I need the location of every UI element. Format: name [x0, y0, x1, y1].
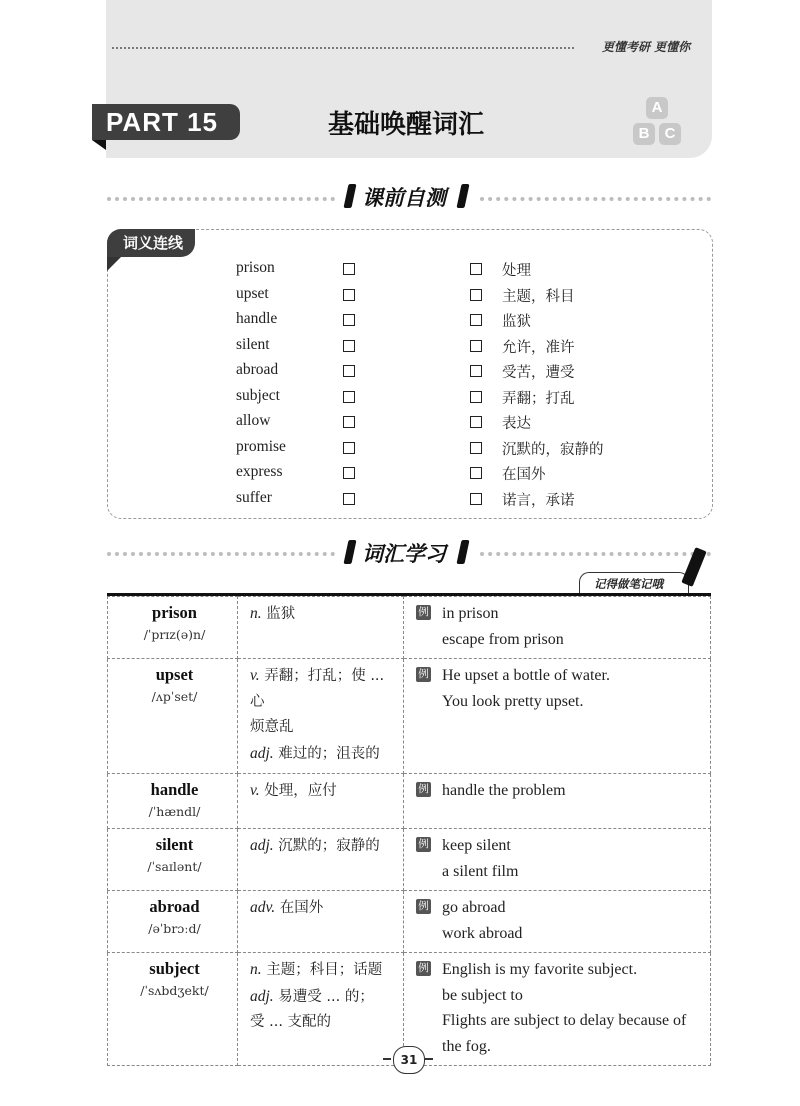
matching-row [0, 285, 800, 309]
vocab-word: handle [150, 780, 199, 799]
part-label: PART 15 [106, 107, 218, 137]
examples [416, 833, 702, 884]
meaning-line [250, 895, 395, 922]
example-sentence: You look pretty upset. [442, 692, 584, 710]
page-number-wing-right [425, 1058, 433, 1060]
example-marker-icon: 例 [416, 667, 431, 682]
section2-rule-left [107, 552, 335, 556]
match-checkbox-right[interactable] [470, 340, 482, 352]
example-marker-icon: 例 [416, 837, 431, 852]
vocab-word: prison [152, 603, 197, 622]
example-sentence: handle the problem [442, 782, 566, 799]
match-checkbox-left[interactable] [343, 289, 355, 301]
example-cell [404, 774, 711, 829]
section2-bar-left [343, 540, 356, 564]
phonetic: /ˈprɪz(ə)n/ [143, 627, 206, 642]
match-checkbox-right[interactable] [470, 289, 482, 301]
example-cell [404, 953, 711, 1066]
word-cell [108, 659, 238, 774]
part-of-speech: adj. [250, 987, 274, 1005]
match-checkbox-right[interactable] [470, 391, 482, 403]
part-label-tab [92, 104, 240, 140]
meaning-text: 难过的；沮丧的 [278, 745, 380, 762]
match-word: suffer [236, 488, 272, 506]
example-sentence: go abroad [442, 899, 506, 916]
example-sentence: He upset a bottle of water. [442, 667, 610, 684]
meaning-cell [238, 597, 404, 659]
example-sentence: in prison [442, 605, 499, 622]
note-reminder-label: 记得做笔记哦 [594, 577, 663, 591]
page-title: 基础唤醒词汇 [328, 110, 485, 140]
page-number-wing-left [383, 1058, 391, 1060]
match-meaning: 表达 [502, 416, 531, 432]
match-word: prison [236, 259, 275, 276]
meaning-line [250, 957, 395, 984]
example-sentence: be subject to [442, 986, 523, 1004]
vocabulary-table [107, 596, 711, 1066]
matching-row [0, 361, 800, 385]
match-checkbox-right[interactable] [470, 442, 482, 454]
match-word: handle [236, 310, 278, 327]
pretest-section-title: 课前自测 [362, 186, 446, 210]
match-checkbox-left[interactable] [343, 416, 355, 428]
meaning-line [250, 741, 395, 768]
vocab-word: abroad [149, 897, 200, 916]
match-meaning: 沉默的，寂静的 [502, 441, 604, 458]
part-of-speech: adj. [250, 837, 274, 854]
meaning-text: 易遭受 ... 的； [278, 988, 374, 1005]
meaning-cell [238, 891, 404, 953]
abc-block-a-icon: A [646, 97, 668, 119]
vocab-row [108, 829, 711, 891]
match-meaning: 弄翻；打乱 [502, 390, 575, 407]
vocab-row [108, 597, 711, 659]
match-meaning: 受苦，遭受 [502, 365, 575, 381]
match-word: abroad [236, 361, 279, 378]
example-marker-icon: 例 [416, 782, 431, 797]
examples [416, 601, 702, 652]
matching-tab [107, 229, 195, 257]
matching-row [0, 412, 800, 436]
meaning-text: 弄翻；打乱；使 ... 心 [250, 668, 385, 710]
match-meaning: 在国外 [502, 467, 546, 483]
vocab-row [108, 659, 711, 774]
vocab-word: silent [155, 835, 194, 854]
example-sentence: English is my favorite subject. [442, 961, 638, 978]
match-word: allow [236, 412, 271, 429]
part-of-speech: n. [250, 961, 262, 978]
matching-tab-label: 词义连线 [123, 234, 184, 252]
section-bar-right [456, 184, 469, 208]
examples [416, 895, 702, 946]
match-checkbox-right[interactable] [470, 467, 482, 479]
example-marker-icon: 例 [416, 899, 431, 914]
match-checkbox-left[interactable] [343, 391, 355, 403]
meaning-text: 烦意乱 [250, 719, 294, 735]
note-reminder-tab [579, 572, 689, 595]
abc-block-b-icon: B [633, 123, 655, 145]
page-number: 31 [393, 1046, 425, 1074]
example-cell [404, 659, 711, 774]
meaning-cell [238, 953, 404, 1066]
match-checkbox-left[interactable] [343, 493, 355, 505]
meaning-cell [238, 829, 404, 891]
part-of-speech: adv. [250, 899, 276, 916]
meaning-text: 受 ... 支配的 [250, 1014, 332, 1030]
match-checkbox-right[interactable] [470, 263, 482, 275]
matching-row [0, 489, 800, 513]
matching-row [0, 463, 800, 487]
tagline: 更懂考研 更懂你 [602, 40, 691, 54]
word-cell [108, 953, 238, 1066]
meaning-text: 沉默的；寂静的 [278, 838, 380, 854]
meaning-line [250, 663, 395, 715]
match-meaning: 处理 [502, 263, 531, 279]
meaning-text: 主题；科目；话题 [266, 962, 383, 978]
section-bar-left [343, 184, 356, 208]
phonetic: /ˈsaɪlənt/ [147, 859, 202, 874]
part-of-speech: n. [250, 605, 262, 622]
match-word: silent [236, 335, 270, 353]
meaning-line [250, 778, 395, 805]
example-sentence: Flights are subject to delay because of the fog. [442, 1012, 687, 1055]
matching-row [0, 336, 800, 360]
examples [416, 957, 702, 1059]
match-checkbox-left[interactable] [343, 263, 355, 275]
matching-row [0, 259, 800, 283]
match-checkbox-right[interactable] [470, 314, 482, 326]
vocab-row [108, 891, 711, 953]
match-checkbox-left[interactable] [343, 340, 355, 352]
match-meaning: 主题，科目 [502, 288, 575, 305]
study-section-title: 词汇学习 [362, 542, 446, 566]
meaning-text: 处理，应付 [264, 783, 337, 799]
part-of-speech: v. [250, 667, 260, 684]
meaning-cell [238, 774, 404, 829]
match-meaning: 监狱 [502, 314, 531, 330]
match-meaning: 诺言，承诺 [502, 492, 575, 509]
meaning-text: 在国外 [279, 900, 324, 916]
vocab-word: upset [155, 665, 194, 684]
match-checkbox-left[interactable] [343, 314, 355, 326]
part-of-speech: adj. [250, 744, 274, 762]
match-checkbox-right[interactable] [470, 365, 482, 377]
example-sentence: escape from prison [442, 630, 564, 648]
word-cell [108, 829, 238, 891]
meaning-line [250, 601, 395, 628]
example-marker-icon: 例 [416, 961, 431, 976]
header-dotted-rule [112, 47, 574, 49]
section-rule-left [107, 197, 335, 201]
phonetic: /ˈsʌbdʒekt/ [140, 983, 209, 998]
part-of-speech: v. [250, 782, 260, 799]
phonetic: /ʌpˈset/ [151, 689, 198, 704]
meaning-line [250, 1010, 395, 1036]
meaning-line [250, 984, 395, 1011]
abc-block-c-icon: C [659, 123, 681, 145]
matching-row [0, 438, 800, 462]
section2-rule-right [480, 552, 711, 556]
match-checkbox-left[interactable] [343, 365, 355, 377]
examples [416, 778, 702, 804]
match-checkbox-left[interactable] [343, 467, 355, 479]
match-word: express [236, 463, 283, 480]
meaning-line [250, 715, 395, 741]
example-marker-icon: 例 [416, 605, 431, 620]
match-word: subject [236, 386, 280, 404]
part-tab-fold [92, 140, 106, 150]
meaning-line [250, 833, 395, 860]
matching-row [0, 310, 800, 334]
match-checkbox-right[interactable] [470, 416, 482, 428]
word-cell [108, 891, 238, 953]
match-word: upset [236, 284, 269, 302]
match-meaning: 允许，准许 [502, 339, 575, 356]
phonetic: /əˈbrɔːd/ [148, 921, 201, 936]
example-cell [404, 891, 711, 953]
example-sentence: keep silent [442, 837, 511, 854]
example-sentence: a silent film [442, 862, 519, 880]
word-cell [108, 774, 238, 829]
vocab-word: subject [149, 959, 200, 978]
vocab-row [108, 774, 711, 829]
section2-bar-right [456, 540, 469, 564]
example-sentence: work abroad [442, 924, 523, 942]
matching-row [0, 387, 800, 411]
word-cell [108, 597, 238, 659]
match-word: promise [236, 437, 286, 455]
example-cell [404, 829, 711, 891]
example-cell [404, 597, 711, 659]
meaning-cell [238, 659, 404, 774]
meaning-text: 监狱 [266, 606, 296, 622]
examples [416, 663, 702, 714]
match-checkbox-right[interactable] [470, 493, 482, 505]
match-checkbox-left[interactable] [343, 442, 355, 454]
phonetic: /ˈhændl/ [148, 804, 201, 819]
section-rule-right [480, 197, 711, 201]
